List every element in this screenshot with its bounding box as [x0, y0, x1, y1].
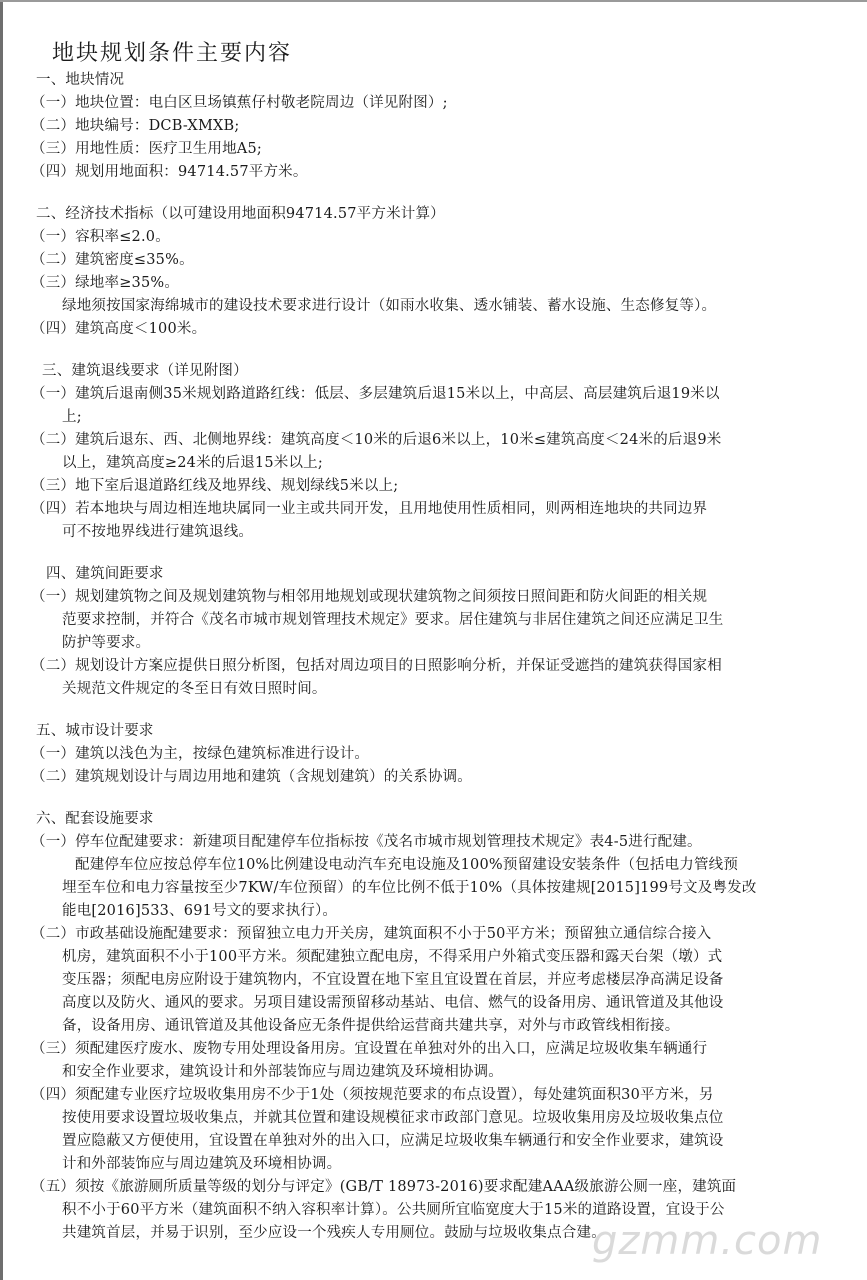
text-line: 变压器；须配电房应附设于建筑物内，不宜设置在地下室且宜设置在首层，并应考虑楼层净高满足设备: [62, 972, 724, 988]
text-line: 共建筑首层，并易于识别，至少应设一个残疾人专用厕位。鼓励与垃圾收集点合建。: [62, 1225, 606, 1241]
text-line: 计和外部装饰应与周边建筑及环境相协调。: [62, 1156, 342, 1172]
text-line: 高度以及防火、通风的要求。另项目建设需预留移动基站、电信、燃气的设备用房、通讯管道及其他设: [62, 995, 724, 1011]
text-line: （二）规划设计方案应提供日照分析图，包括对周边项目的日照影响分析，并保证受遮挡的建筑获得国家相: [31, 658, 722, 674]
text-line: 绿地须按国家海绵城市的建设技术要求进行设计（如雨水收集、透水铺装、蓄水设施、生态修复等）。: [62, 298, 717, 314]
text-line: 积不小于60平方米（建筑面积不纳入容积率计算）。公共厕所宜临宽度大于15米的道路设置，宜设于公: [62, 1202, 725, 1218]
section-heading-3: 三、建筑退线要求（详见附图）: [42, 363, 248, 379]
text-line: 埋至车位和电力容量按至少7KW/车位预留）的车位比例不低于10%（具体按建规[2015]199号文及粤发改: [62, 880, 757, 896]
text-line: （四）规划用地面积：94714.57平方米。: [31, 164, 308, 180]
text-line: （二）地块编号：DCB-XMXB;: [31, 118, 240, 134]
text-line: （一）建筑后退南侧35米规划路道路红线：低层、多层建筑后退15米以上，中高层、高层建筑后退19米以: [31, 386, 720, 402]
text-line: 备，设备用房、通讯管道及其他设备应无条件提供给运营商共建共享，对外与市政管线相衔接。: [62, 1018, 680, 1034]
watermark: gzmm.com: [592, 1218, 823, 1264]
text-line: 以上，建筑高度≥24米的后退15米以上;: [62, 455, 323, 471]
text-line: 和安全作业要求，建筑设计和外部装饰应与周边建筑及环境相协调。: [62, 1064, 503, 1080]
text-line: （四）若本地块与周边相连地块属同一业主或共同开发，且用地使用性质相同，则两相连地块的共同边界: [31, 501, 708, 517]
text-line: （一）建筑以浅色为主，按绿色建筑标准进行设计。: [31, 746, 370, 762]
text-line: 上;: [62, 409, 82, 425]
page-left-edge: [0, 0, 3, 1280]
text-line: （一）停车位配建要求：新建项目配建停车位指标按《茂名市城市规划管理技术规定》表4-5进行配建。: [31, 834, 702, 850]
text-line: 机房，建筑面积不小于100平方米。须配建独立配电房，不得采用户外箱式变压器和露天台架（墩）式: [62, 949, 723, 965]
page-top-edge: [0, 0, 867, 2]
text-line: 按使用要求设置垃圾收集点，并就其位置和建设规模征求市政部门意见。垃圾收集用房及垃圾收集点位: [62, 1110, 724, 1126]
text-line: （三）用地性质：医疗卫生用地A5;: [31, 141, 262, 157]
section-heading-6: 六、配套设施要求: [36, 811, 154, 827]
text-line: 范要求控制，并符合《茂名市城市规划管理技术规定》要求。居住建筑与非居住建筑之间还应满足卫生: [62, 612, 724, 628]
text-line: （一）规划建筑物之间及规划建筑物与相邻用地规划或现状建筑物之间须按日照间距和防火间距的相关规: [31, 589, 708, 605]
text-line: 防护等要求。: [62, 635, 151, 651]
text-line: （二）建筑后退东、西、北侧地界线：建筑高度＜10米的后退6米以上，10米≤建筑高度＜24米的后退9米: [31, 432, 722, 448]
text-line: （五）须按《旅游厕所质量等级的划分与评定》(GB/T 18973-2016)要求配建AAA级旅游公厕一座，建筑面: [31, 1179, 737, 1195]
text-line: （三）地下室后退道路红线及地界线、规划绿线5米以上;: [31, 478, 399, 494]
text-line: 能电[2016]533、691号文的要求执行）。: [62, 903, 338, 919]
document-title: 地块规划条件主要内容: [52, 41, 293, 66]
text-line: （三）须配建医疗废水、废物专用处理设备用房。宜设置在单独对外的出入口，应满足垃圾收集车辆通行: [31, 1041, 708, 1057]
text-line: （四）须配建专业医疗垃圾收集用房不少于1处（须按规范要求的布点设置），每处建筑面积30平方米，另: [31, 1087, 714, 1103]
text-line: （二）市政基础设施配建要求：预留独立电力开关房，建筑面积不小于50平方米；预留独立通信综合接入: [31, 926, 712, 942]
section-heading-1: 一、地块情况: [36, 72, 125, 88]
text-line: 关规范文件规定的冬至日有效日照时间。: [62, 681, 327, 697]
text-line: （二）建筑密度≤35%。: [31, 252, 194, 268]
section-heading-4: 四、建筑间距要求: [46, 566, 164, 582]
text-line: （三）绿地率≥35%。: [31, 275, 180, 291]
text-line: （一）地块位置：电白区旦场镇蕉仔村敬老院周边（详见附图）;: [31, 95, 448, 111]
text-line: 置应隐蔽又方便使用，宜设置在单独对外的出入口，应满足垃圾收集车辆通行和安全作业要求，建筑设: [62, 1133, 724, 1149]
text-line: （二）建筑规划设计与周边用地和建筑（含规划建筑）的关系协调。: [31, 769, 472, 785]
section-heading-5: 五、城市设计要求: [36, 723, 154, 739]
text-line: （一）容积率≤2.0。: [31, 229, 170, 245]
text-line: 可不按地界线进行建筑退线。: [62, 524, 254, 540]
section-heading-2: 二、经济技术指标（以可建设用地面积94714.57平方米计算）: [36, 206, 445, 222]
text-line: 配建停车位应按总停车位10%比例建设电动汽车充电设施及100%预留建设安装条件（包括电力管线预: [75, 857, 739, 873]
text-line: （四）建筑高度＜100米。: [31, 321, 207, 337]
